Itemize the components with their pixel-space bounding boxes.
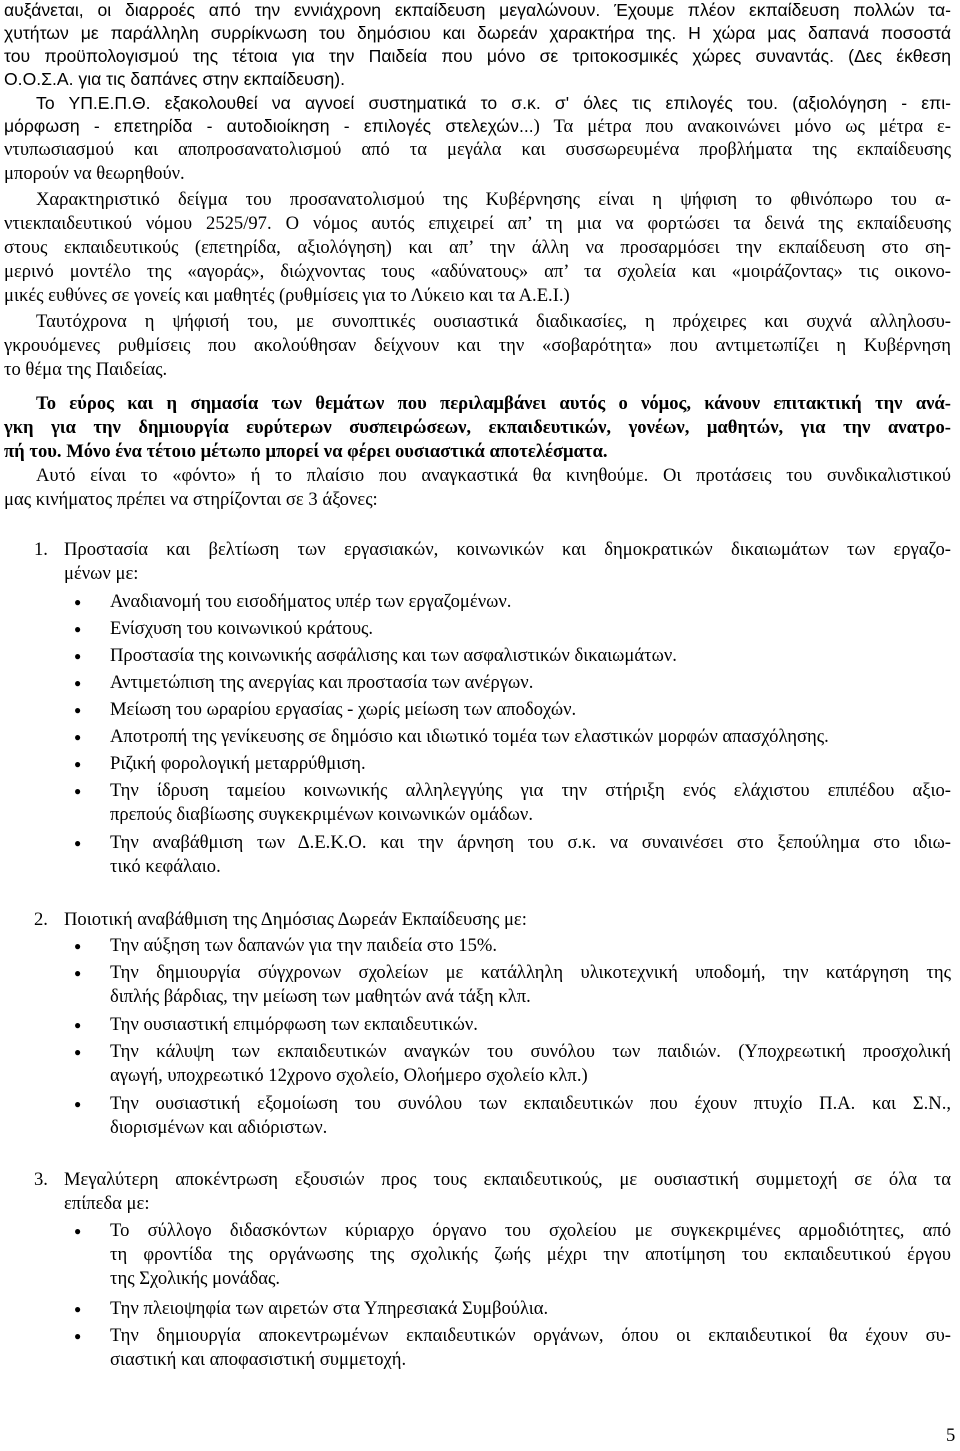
list-item: Την ίδρυση ταμείου κοινωνικής αλληλεγγύης για την στήριξη ενός ελάχιστου επιπέδου αξιο- — [110, 780, 951, 801]
list-item-continuation: πρεπούς διαβίωσης συγκεκριμένων κοινωνικών ομάδων. — [110, 804, 533, 825]
list-item: Ριζική φορολογική μεταρρύθμιση. — [110, 753, 366, 774]
bullet-icon: ● — [74, 595, 82, 609]
text-line: αυξάνεται, οι διαρροές από την εννιάχρονη εκπαίδευση μεγαλώνουν. Έχουμε πλέον εκπαίδευση πολλών τα- — [4, 0, 951, 20]
text-line: γκρουόμενες ρυθμίσεις που ακολούθησαν δείχνουν και την «σοβαρότητα» που αντιμετωπίζει η Κυβέρνηση — [4, 335, 951, 356]
bullet-icon: ● — [74, 757, 82, 771]
bullet-icon: ● — [74, 730, 82, 744]
list-item-continuation: τικό κεφάλαιο. — [110, 856, 221, 877]
list-heading: Ποιοτική αναβάθμιση της Δημόσιας Δωρεάν Εκπαίδευσης με: — [64, 909, 527, 930]
list-item-continuation: διπλής βάρδιας, την μείωση των μαθητών ανά τάξη κλπ. — [110, 986, 531, 1007]
bold-text-line: γκη για την δημιουργία ευρύτερων συσπειρώσεων, εκπαιδευτικών, γονέων, μαθητών, για την ανατρο- — [4, 417, 951, 438]
text-line: στους εκπαιδευτικούς (επετηρίδα, αξιολόγηση) και απ’ την άλλη να προσαρμόσει την εκπαίδευση στο ση- — [4, 237, 951, 258]
list-heading: Προστασία και βελτίωση των εργασιακών, κοινωνικών και δημοκρατικών δικαιωμάτων των εργαζο- — [64, 539, 951, 560]
text-line: μικές ευθύνες σε γονείς και μαθητές (ρυθμίσεις για το Λύκειο και τα Α.Ε.Ι.) — [4, 285, 570, 306]
text-line: μερινό μοντέλο της «αγοράς», διώχνοντας τους «αδύνατους» απ’ τα σχολεία και «μοιράζοντας» τις οικονο- — [4, 261, 951, 282]
bullet-icon: ● — [74, 1224, 82, 1238]
list-item-continuation: σιαστική και αποφασιστική συμμετοχή. — [110, 1349, 407, 1370]
text-line: Αυτό είναι το «φόντο» ή το πλαίσιο που αναγκαστικά θα κινηθούμε. Οι προτάσεις του συνδικαλιστικού — [36, 465, 951, 486]
list-item: Την αύξηση των δαπανών για την παιδεία στο 15%. — [110, 935, 498, 956]
list-number: 1. — [34, 539, 48, 560]
bullet-icon: ● — [74, 966, 82, 980]
text-line: Ο.Ο.Σ.Α. για τις δαπάνες στην εκπαίδευση). — [4, 69, 345, 89]
list-item: Την πλειοψηφία των αιρετών στα Υπηρεσιακά Συμβούλια. — [110, 1298, 549, 1319]
text-line: Χαρακτηριστικό δείγμα του προσανατολισμού της Κυβέρνησης είναι η ψήφιση το φθινόπωρο του α- — [36, 189, 951, 210]
text-fragment: μόρφωση - επετηρίδα - αυτοδιοίκηση - επιλογές στελεχών... — [4, 116, 534, 136]
list-number: 3. — [34, 1169, 48, 1190]
bullet-icon: ● — [74, 1045, 82, 1059]
list-item: Την ουσιαστική εξομοίωση του συνόλου των εκπαιδευτικών που έχουν πτυχίο Π.Α. και Σ.Ν., — [110, 1093, 951, 1114]
list-item: Ενίσχυση του κοινωνικού κράτους. — [110, 618, 374, 639]
text-line: ντιεκπαιδευτικού νόμου 2525/97. Ο νόμος αυτός επιχειρεί απ’ τη μια να φορτώσει τα δεινά της εκπαίδευσης — [4, 213, 951, 234]
list-item: Αναδιανομή του εισοδήματος υπέρ των εργαζομένων. — [110, 591, 512, 612]
list-item: Την κάλυψη των εκπαιδευτικών αναγκών του συνόλου των παιδιών. (Υποχρεωτική προσχολική — [110, 1041, 951, 1062]
list-heading: μένων με: — [64, 563, 139, 584]
list-item: Την δημιουργία σύγχρονων σχολείων με κατάλληλη υλικοτεχνική υποδομή, την κατάργηση της — [110, 962, 951, 983]
text-line: μπορούν να θεωρηθούν. — [4, 163, 185, 184]
list-item-continuation: διορισμένων και αδιόριστων. — [110, 1117, 328, 1138]
text-line — [4, 114, 951, 138]
list-item: Αποτροπή της γενίκευσης σε δημόσιο και ιδιωτικό τομέα των ελαστικών μορφών απασχόλησης. — [110, 726, 829, 747]
list-item-continuation: τη φροντίδα της οργάνωσης της σχολικής ζωής μέχρι την αποτίμηση του εκπαιδευτικού έργου — [110, 1244, 951, 1265]
list-item: Την ουσιαστική επιμόρφωση των εκπαιδευτικών. — [110, 1014, 478, 1035]
text-line: χυτήτων με παράλληλη συρρίκνωση του δημόσιου και δωρεάν χαρακτήρα της. Η χώρα μας δαπανά ποσοστά — [4, 23, 951, 43]
bullet-icon: ● — [74, 939, 82, 953]
text-line: Ταυτόχρονα η ψήφισή του, με συνοπτικές ουσιαστικά διαδικασίες, η πρόχειρες και συχνά αλληλοσυ- — [36, 311, 951, 332]
bullet-icon: ● — [74, 622, 82, 636]
bullet-icon: ● — [74, 649, 82, 663]
bullet-icon: ● — [74, 676, 82, 690]
bullet-icon: ● — [74, 1018, 82, 1032]
text-line: ντυπωσιασμού και αποπροσανατολισμού από τα μεγάλα και συσσωρευμένα προβλήματα της εκπαίδευσης — [4, 139, 951, 160]
list-item: Μείωση του ωραρίου εργασίας - χωρίς μείωση των αποδοχών. — [110, 699, 577, 720]
bullet-icon: ● — [74, 1302, 82, 1316]
list-item: Την δημιουργία αποκεντρωμένων εκπαιδευτικών οργάνων, όπου οι εκπαιδευτικοί θα έχουν συ- — [110, 1325, 951, 1346]
bullet-icon: ● — [74, 1329, 82, 1343]
list-item: Προστασία της κοινωνικής ασφάλισης και των ασφαλιστικών δικαιωμάτων. — [110, 645, 677, 666]
text-line: του προϋπολογισμού της τέτοια για την Παιδεία που μόνο σε τριτοκοσμικές χώρες συναντάς. (Δες έκθεση — [4, 46, 951, 66]
list-heading: επίπεδα με: — [64, 1193, 150, 1214]
text-line: μας κινήματος πρέπει να στηρίζονται σε 3 άξονες: — [4, 489, 378, 510]
list-item: Αντιμετώπιση της ανεργίας και προστασία των ανέργων. — [110, 672, 534, 693]
list-item: Το σύλλογο διδασκόντων κύριαρχο όργανο του σχολείου με συγκεκριμένες αρμοδιότητες, από — [110, 1220, 951, 1241]
text-line: το θέμα της Παιδείας. — [4, 359, 168, 380]
page-number: 5 — [946, 1425, 956, 1446]
bullet-icon: ● — [74, 703, 82, 717]
list-item-continuation: αγωγή, υποχρεωτικό 12χρονο σχολείο, Ολοήμερο σχολείο κλπ.) — [110, 1065, 588, 1086]
list-item-continuation: της Σχολικής μονάδας. — [110, 1268, 280, 1289]
bold-text-line: Το εύρος και η σημασία των θεμάτων που περιλαμβάνει αυτός ο νόμος, κάνουν επιτακτική την ανά- — [36, 393, 951, 414]
bullet-icon: ● — [74, 1097, 82, 1111]
text-line: Το ΥΠ.Ε.Π.Θ. εξακολουθεί να αγνοεί συστηματικά το σ.κ. σ' όλες τις επιλογές του. (αξιολόγηση - επι- — [36, 93, 951, 113]
bullet-icon: ● — [74, 784, 82, 798]
bullet-icon: ● — [74, 836, 82, 850]
list-heading: Μεγαλύτερη αποκέντρωση εξουσιών προς τους εκπαιδευτικούς, με ουσιαστική συμμετοχή σε όλα τα — [64, 1169, 951, 1190]
list-number: 2. — [34, 909, 48, 930]
text-fragment: ) Τα μέτρα που ανακοινώνει μόνο ως μέτρα ε- — [533, 116, 951, 137]
bold-text-line: πή του. Μόνο ένα τέτοιο μέτωπο μπορεί να φέρει ουσιαστικά αποτελέσματα. — [4, 441, 608, 462]
list-item: Την αναβάθμιση των Δ.Ε.Κ.Ο. και την άρνηση του σ.κ. να συναινέσει στο ξεπούλημα στο ιδιω- — [110, 832, 951, 853]
